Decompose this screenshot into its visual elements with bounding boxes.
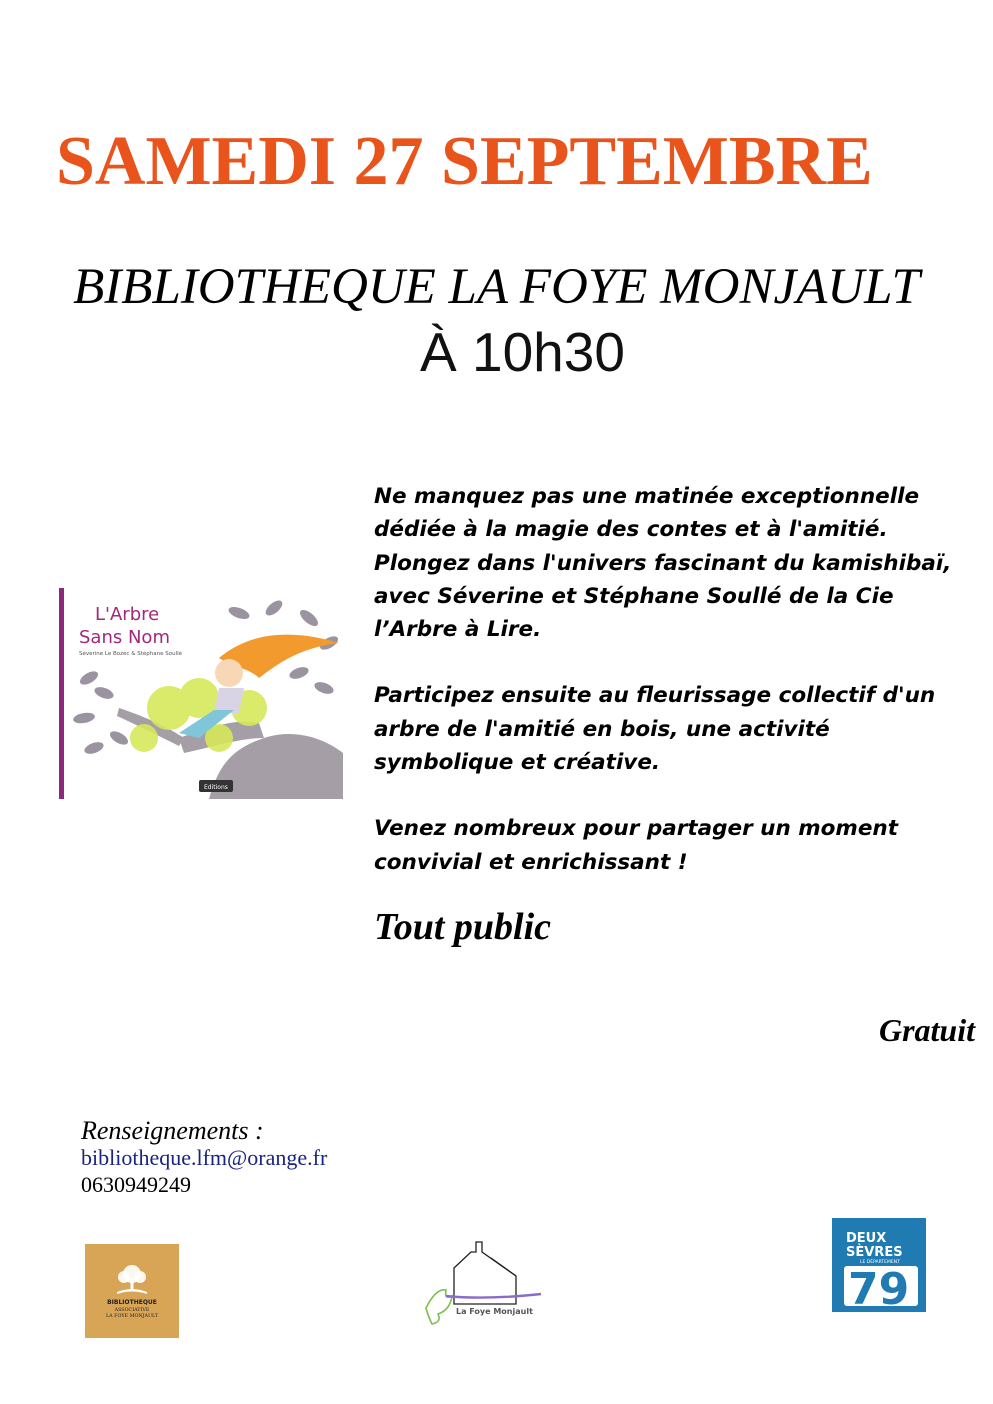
book-cover-image <box>59 588 343 799</box>
department-79-icon <box>832 1218 926 1312</box>
library-logo-line2: ASSOCIATIVE <box>114 1308 150 1313</box>
library-logo <box>85 1244 179 1338</box>
description-paragraph-3: Venez nombreux pour partager un moment convivial et enrichissant ! <box>374 816 898 875</box>
contact-email-link[interactable]: bibliotheque.lfm@orange.fr <box>81 1145 328 1170</box>
library-logo-line3: LA FOYE MONJAULT <box>105 1314 159 1319</box>
cover-publisher: Editions <box>204 784 228 791</box>
cover-authors: Séverine Le Bozec & Stéphane Soullé <box>79 651 183 657</box>
event-description <box>374 480 974 912</box>
audience-label: Tout public <box>374 906 552 948</box>
tree-illustration <box>59 588 343 799</box>
contact-phone: 0630949249 <box>81 1172 191 1197</box>
department-logo-line1: DEUX <box>846 1231 887 1246</box>
village-logo <box>416 1238 544 1328</box>
event-date-title: SAMEDI 27 SEPTEMBRE <box>56 123 873 200</box>
price-label: Gratuit <box>878 1012 975 1048</box>
venue-name: BIBLIOTHEQUE LA FOYE MONJAULT <box>73 259 920 315</box>
contact-block <box>81 1117 327 1198</box>
description-paragraph-2: Participez ensuite au fleurissage collectif d'un arbre de l'amitié en bois, une activité symbolique et créative. <box>374 683 936 776</box>
library-logo-line1: BIBLIOTHEQUE <box>107 1299 157 1306</box>
department-logo-number: 79 <box>848 1264 910 1312</box>
cover-title-line1: L'Arbre <box>95 604 160 625</box>
cover-spine <box>59 588 64 799</box>
library-tree-icon <box>85 1244 179 1338</box>
event-time: À 10h30 <box>420 321 625 383</box>
church-icon <box>416 1238 544 1328</box>
contact-label: Renseignements : <box>81 1116 264 1145</box>
village-logo-name: La Foye Monjault <box>456 1307 533 1316</box>
department-logo-line2: SÈVRES <box>846 1245 903 1260</box>
description-paragraph-1: Ne manquez pas une matinée exceptionnelle dédiée à la magie des contes et à l'amitié. Plongez dans l'univers fascinant du kamishibaï, avec Séverine et Stéphane Soullé de la Cie l’Arbre à Lire. <box>374 484 952 643</box>
cover-title-line2: Sans Nom <box>79 627 170 648</box>
department-logo-line3: LE DÉPARTEMENT <box>860 1260 900 1265</box>
department-logo <box>832 1218 926 1312</box>
